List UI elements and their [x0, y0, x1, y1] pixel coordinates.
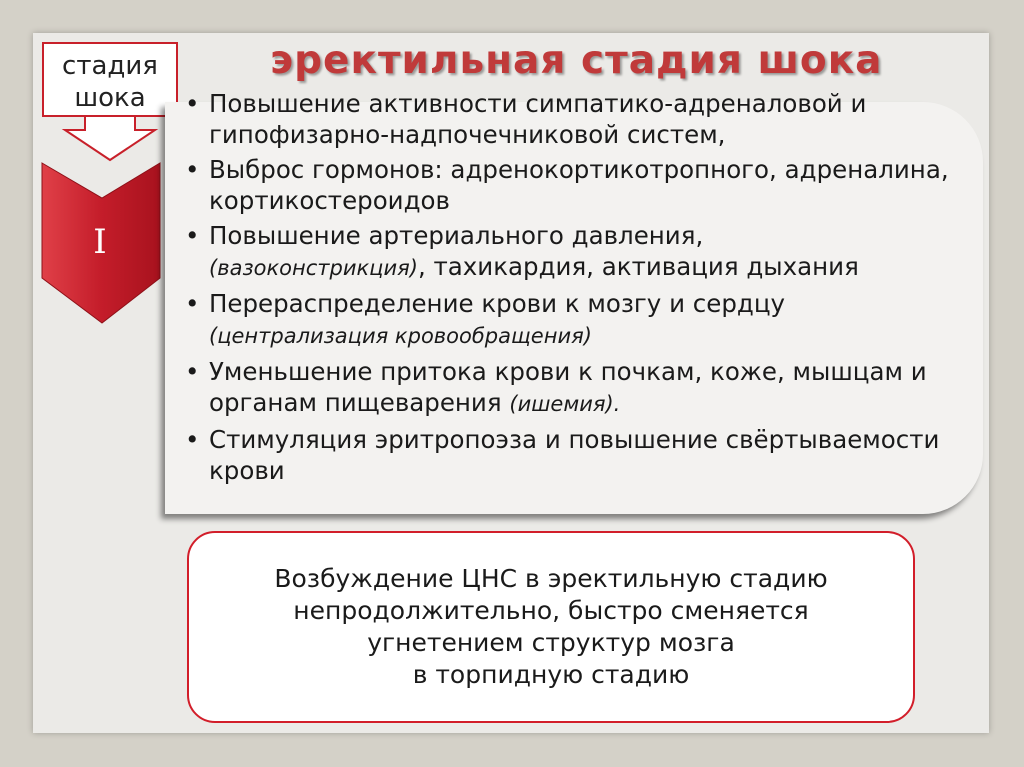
conclusion-line2: непродолжительно, быстро сменяется: [293, 596, 809, 625]
bullet-text: Выброс гормонов: адренокортикотропного, адреналина, кортикостероидов: [209, 155, 949, 215]
list-item: [183, 88, 983, 150]
list-item: [183, 154, 983, 216]
conclusion-line3: угнетением структур мозга: [367, 628, 735, 657]
list-item: [183, 356, 983, 420]
stage-label-line2: шока: [74, 83, 146, 113]
bullet-text: Уменьшение притока крови к почкам, коже, мышцам и органам пищеварения: [209, 357, 927, 417]
bullet-note: (вазоконстрикция): [209, 256, 418, 280]
bullet-note: (ишемия).: [509, 392, 621, 416]
list-item: [183, 220, 983, 284]
stage-number: I: [93, 222, 107, 262]
bullet-text: Стимуляция эритропоэза и повышение свёртываемости крови: [209, 425, 940, 485]
bullet-note: (централизация кровообращения): [209, 324, 592, 348]
stage-label-box: [42, 42, 178, 117]
bullet-text: Перераспределение крови к мозгу и сердцу: [209, 289, 786, 318]
conclusion-box: [187, 531, 915, 723]
slide-title: эректильная стадия шока: [270, 38, 883, 83]
conclusion-line1: Возбуждение ЦНС в эректильную стадию: [274, 564, 828, 593]
bullet-text: Повышение активности симпатико-адреналовой и гипофизарно-надпочечниковой систем,: [209, 89, 867, 149]
stage-down-arrow-outline: [65, 116, 155, 160]
bullet-list: [183, 88, 983, 490]
conclusion-line4: в торпидную стадию: [412, 660, 690, 689]
stage-label-line1: стадия: [62, 51, 158, 81]
bullet-text: Повышение артериального давления,: [209, 221, 704, 250]
list-item: [183, 424, 983, 486]
list-item: [183, 288, 983, 352]
bullet-text-after: , тахикардия, активация дыхания: [417, 252, 859, 281]
